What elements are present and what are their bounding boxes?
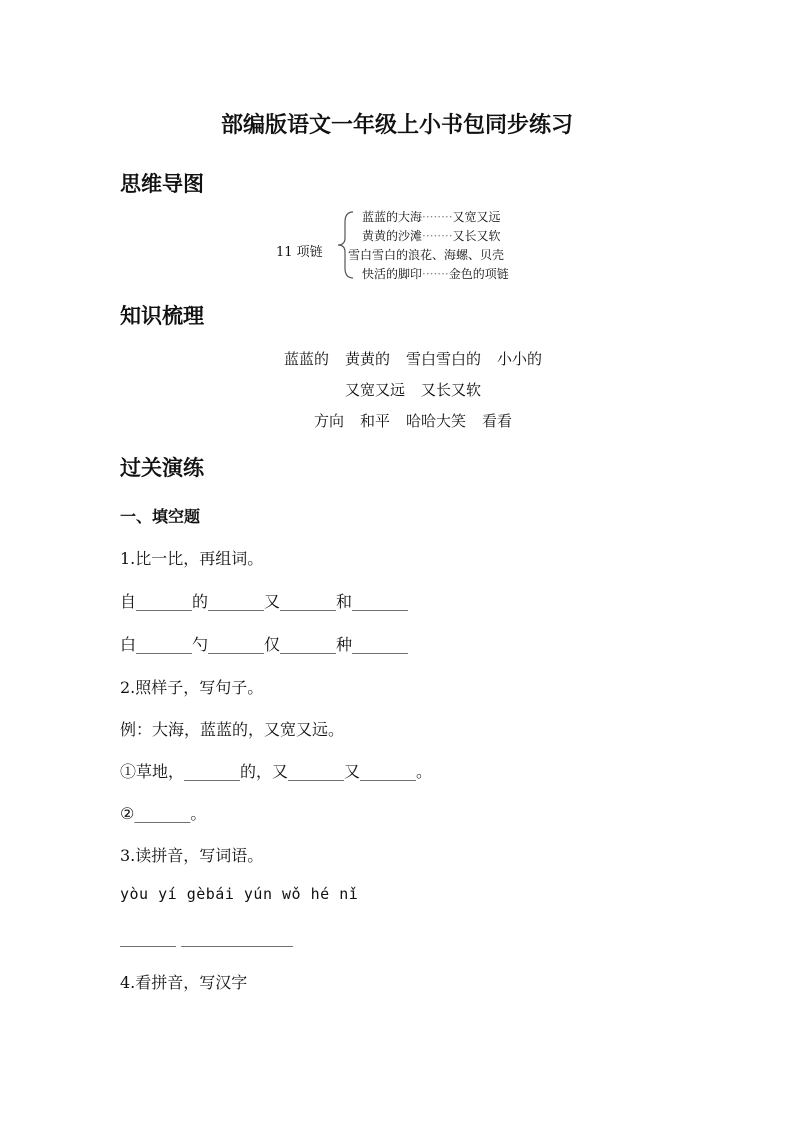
mindmap-root: 11 项链 bbox=[276, 245, 323, 260]
question-2-example: 例：大海，蓝蓝的，又宽又远。 bbox=[120, 720, 345, 739]
mindmap-branch-1: 蓝蓝的大海········又宽又远 bbox=[362, 210, 501, 224]
question-2-item-2: ②_______。 bbox=[120, 804, 207, 823]
mindmap-branch-4: 快活的脚印·······金色的项链 bbox=[362, 267, 509, 281]
question-3: 3.读拼音，写词语。 bbox=[120, 846, 264, 865]
mindmap-brace bbox=[335, 210, 357, 280]
question-1: 1.比一比，再组词。 bbox=[120, 549, 264, 568]
document-title: 部编版语文一年级上小书包同步练习 bbox=[220, 113, 573, 138]
section-fill-blank: 一、填空题 bbox=[120, 507, 201, 526]
question-1-row-1: 自_______的_______又_______和_______ bbox=[120, 592, 409, 611]
mindmap-heading: 思维导图 bbox=[120, 172, 204, 196]
knowledge-row-2: 又宽又远 又长又软 bbox=[344, 381, 482, 399]
mindmap-branch-2: 黄黄的沙滩········又长又软 bbox=[362, 229, 501, 243]
question-3-pinyin: yòu yí gèbái yún wǒ hé nǐ bbox=[120, 885, 359, 903]
practice-heading: 过关演练 bbox=[120, 456, 204, 480]
question-4: 4.看拼音，写汉字 bbox=[120, 973, 248, 992]
knowledge-row-1: 蓝蓝的 黄黄的 雪白雪白的 小小的 bbox=[283, 350, 543, 368]
question-1-row-2: 白_______勺_______仅_______种_______ bbox=[120, 635, 409, 654]
knowledge-row-3: 方向 和平 哈哈大笑 看看 bbox=[313, 412, 513, 430]
question-3-blanks: _______ ______________ bbox=[120, 928, 294, 947]
mindmap-branch-3: 雪白雪白的浪花、海螺、贝壳 bbox=[348, 248, 505, 262]
question-2: 2.照样子，写句子。 bbox=[120, 678, 264, 697]
question-2-item-1: ①草地，_______的，又_______又_______。 bbox=[120, 762, 433, 781]
knowledge-heading: 知识梳理 bbox=[120, 304, 204, 328]
